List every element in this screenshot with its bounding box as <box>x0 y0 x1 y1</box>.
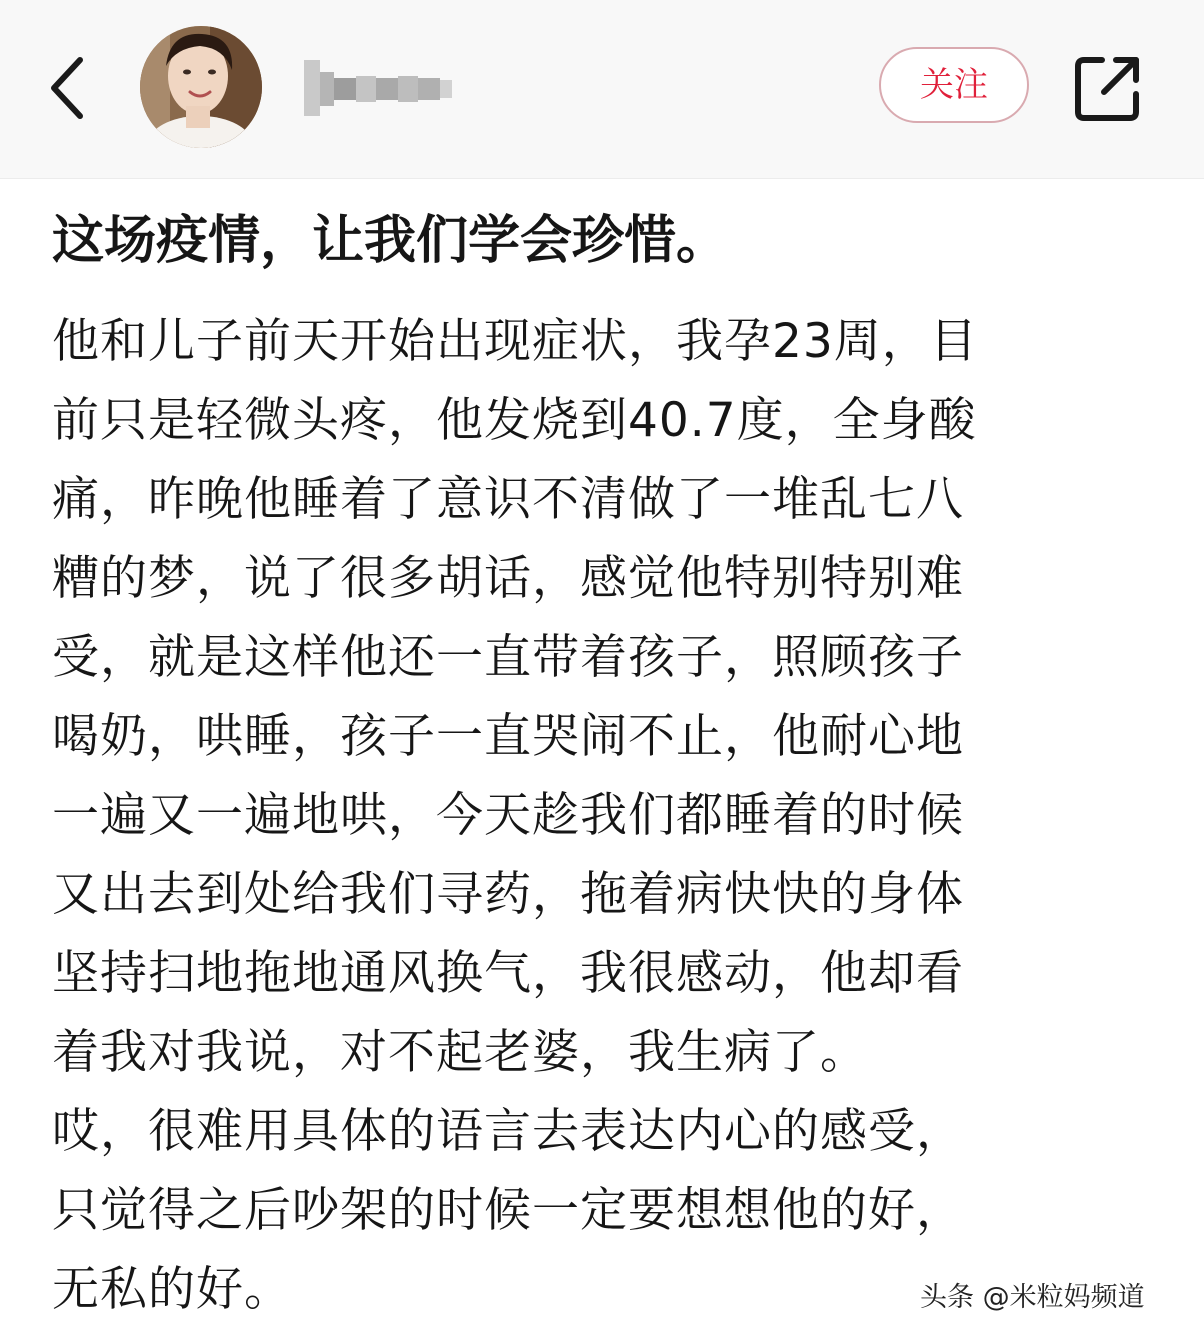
post-line: 又出去到处给我们寻药，拖着病快快的身体 <box>52 867 964 922</box>
share-button[interactable] <box>1070 50 1146 126</box>
post-title: 这场疫情，让我们学会珍惜。 <box>52 211 729 271</box>
post-line: 痛，昨晚他睡着了意识不清做了一堆乱七八 <box>52 472 964 527</box>
post-line: 受，就是这样他还一直带着孩子，照顾孩子 <box>52 630 964 685</box>
post-line: 坚持扫地拖地通风换气，我很感动，他却看 <box>52 946 964 1001</box>
post-line: 无私的好。 <box>52 1262 292 1317</box>
post-line: 着我对我说，对不起老婆，我生病了。 <box>52 1025 868 1080</box>
post-line: 糟的梦，说了很多胡话，感觉他特别特别难 <box>52 551 964 606</box>
post-body <box>52 302 1162 1329</box>
post-line: 喝奶，哄睡，孩子一直哭闹不止，他耐心地 <box>52 709 964 764</box>
mosaic-blur <box>304 58 454 118</box>
follow-button[interactable]: 关注 <box>879 47 1029 123</box>
post-line: 他和儿子前天开始出现症状，我孕23周，目 <box>52 314 978 369</box>
chevron-left-icon <box>38 48 98 128</box>
post-line: 只觉得之后吵架的时候一定要想想他的好， <box>52 1183 964 1238</box>
app-header <box>0 0 1204 179</box>
back-button[interactable] <box>38 48 98 128</box>
share-icon <box>1070 50 1146 126</box>
author-name-blurred[interactable] <box>304 58 454 118</box>
post-line: 哎，很难用具体的语言去表达内心的感受， <box>52 1104 964 1159</box>
post-line: 前只是轻微头疼，他发烧到40.7度，全身酸 <box>52 393 977 448</box>
post-line: 一遍又一遍地哄，今天趁我们都睡着的时候 <box>52 788 964 843</box>
avatar-photo <box>140 26 262 148</box>
author-avatar[interactable] <box>140 26 262 148</box>
source-watermark: 头条 @米粒妈频道 <box>920 1282 1145 1313</box>
